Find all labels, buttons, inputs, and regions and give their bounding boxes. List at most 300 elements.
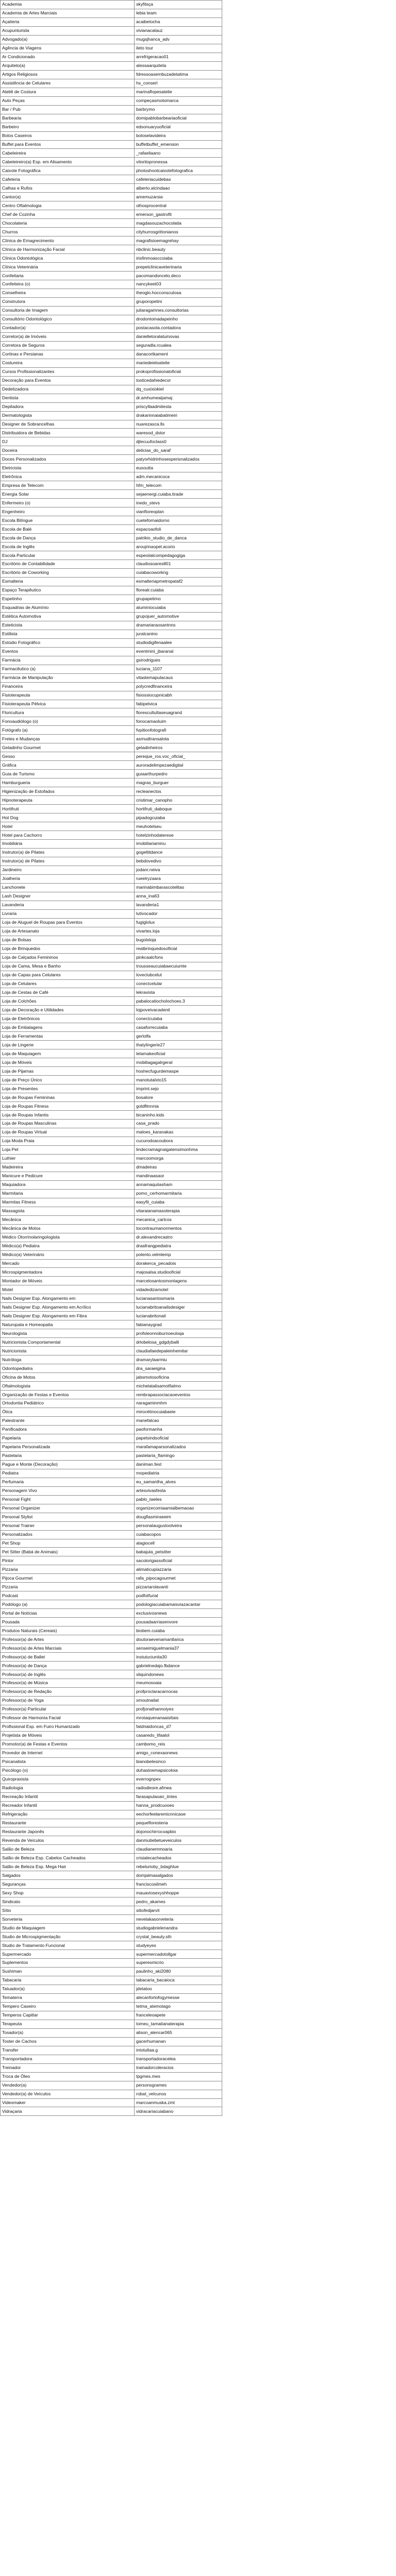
handle-cell[interactable]: bianobelesinco [135, 1757, 222, 1766]
handle-cell[interactable]: thatylingerie27 [135, 1041, 222, 1049]
handle-cell[interactable]: radiodiesre.afmea [135, 1784, 222, 1792]
category-cell[interactable]: Fisioterapeuta Pélvica [1, 700, 135, 708]
category-cell[interactable]: Pijoca Gourmet [1, 1574, 135, 1583]
category-cell[interactable]: Loja de Brinquedos [1, 944, 135, 953]
category-cell[interactable]: Clínica de Harmonização Facial [1, 245, 135, 254]
handle-cell[interactable]: jdetatoo [135, 1985, 222, 1993]
category-cell[interactable]: Estilista [1, 630, 135, 638]
category-cell[interactable]: Loja de Decoração e Utilidades [1, 1006, 135, 1014]
category-cell[interactable]: Escola Particular [1, 551, 135, 560]
category-cell[interactable]: Supermercado [1, 1950, 135, 1959]
category-cell[interactable]: Hotel [1, 822, 135, 831]
handle-cell[interactable]: espacoaofoli [135, 525, 222, 534]
handle-cell[interactable]: eusoutta [135, 464, 222, 472]
category-cell[interactable]: Professor(a) de Música [1, 1679, 135, 1688]
category-cell[interactable]: Portal de Notícias [1, 1609, 135, 1618]
handle-cell[interactable]: claudiafaedepaleinhemitar [135, 1347, 222, 1355]
handle-cell[interactable]: farasapulaoan_iintes [135, 1792, 222, 1801]
category-cell[interactable]: Cafeteria [1, 175, 135, 184]
handle-cell[interactable]: cityhurrosgrittonianos [135, 228, 222, 236]
handle-cell[interactable]: podologiacuiabamaisviazacantar [135, 1600, 222, 1609]
handle-cell[interactable]: dq_cuxixiokiel [135, 385, 222, 394]
handle-cell[interactable]: marcoomorga [135, 1154, 222, 1163]
handle-cell[interactable]: prokoprofissionaloficial [135, 367, 222, 376]
category-cell[interactable]: Provedor de Internet [1, 1749, 135, 1757]
category-cell[interactable]: Pet Sitter (Babá de Animais) [1, 1548, 135, 1556]
category-cell[interactable]: Terapeuta [1, 2020, 135, 2028]
handle-cell[interactable]: guiaarthurpedro [135, 770, 222, 778]
handle-cell[interactable]: lebia team [135, 9, 222, 18]
handle-cell[interactable]: artesvivasfesta [135, 1486, 222, 1495]
handle-cell[interactable]: delicias_do_saraf [135, 446, 222, 455]
handle-cell[interactable]: nancykeet03 [135, 280, 222, 289]
handle-cell[interactable]: personsgrames [135, 2081, 222, 2090]
category-cell[interactable]: Dentista [1, 394, 135, 402]
handle-cell[interactable]: nuarezasca.lls [135, 420, 222, 429]
category-cell[interactable]: Consultoria de Imagem [1, 306, 135, 315]
category-cell[interactable]: Hamburgueria [1, 778, 135, 787]
handle-cell[interactable]: dr.alexandrecastro [135, 1233, 222, 1242]
category-cell[interactable]: Ortodontia Pediátrico [1, 1399, 135, 1408]
handle-cell[interactable]: vitastemapulacaus [135, 673, 222, 682]
handle-cell[interactable]: postacasola.contadora [135, 324, 222, 332]
category-cell[interactable]: Pintor [1, 1556, 135, 1565]
handle-cell[interactable]: trousseaucuiabaecuiumte [135, 962, 222, 971]
handle-cell[interactable]: waresod_dstor [135, 429, 222, 437]
category-cell[interactable]: Marmitaria [1, 1189, 135, 1198]
handle-cell[interactable]: olhosprocentral [135, 201, 222, 210]
category-cell[interactable]: Mercado [1, 1259, 135, 1268]
category-cell[interactable]: Imobiliária [1, 840, 135, 849]
category-cell[interactable]: Escritório de Coworking [1, 568, 135, 577]
category-cell[interactable]: Personal Organizer [1, 1504, 135, 1513]
category-cell[interactable]: Higienização de Estofados [1, 787, 135, 796]
category-cell[interactable]: Madeireira [1, 1163, 135, 1172]
category-cell[interactable]: Nails Designer Esp. Alongamento em Acrílico [1, 1303, 135, 1312]
handle-cell[interactable]: vitoritopronessa [135, 158, 222, 166]
handle-cell[interactable]: gabrielnedajo.fbdance [135, 1662, 222, 1670]
category-cell[interactable]: Construtora [1, 297, 135, 306]
handle-cell[interactable]: amigo_conexaonews [135, 1749, 222, 1757]
category-cell[interactable]: Massagista [1, 1207, 135, 1215]
category-cell[interactable]: Estúdio Fotográfico [1, 638, 135, 647]
handle-cell[interactable]: vitaraianamasoterapia [135, 1207, 222, 1215]
handle-cell[interactable]: mopediatria [135, 1469, 222, 1478]
category-cell[interactable]: Professor(a) de Ballet [1, 1653, 135, 1662]
category-cell[interactable]: Sushiman [1, 1967, 135, 1976]
handle-cell[interactable]: pacomandoncelo.deco [135, 272, 222, 280]
category-cell[interactable]: Espetinho [1, 595, 135, 603]
handle-cell[interactable]: mariedeieloatelie [135, 359, 222, 367]
category-cell[interactable]: Loja de Eletrônicos [1, 1014, 135, 1023]
handle-cell[interactable]: barbrymo [135, 105, 222, 114]
handle-cell[interactable]: domipablobarbeariaoficial [135, 114, 222, 123]
handle-cell[interactable]: adm.mecanicoca [135, 472, 222, 481]
category-cell[interactable]: Transportadora [1, 2055, 135, 2063]
handle-cell[interactable]: tetma_atemotago [135, 2002, 222, 2011]
category-cell[interactable]: Loja de Artesanato [1, 927, 135, 936]
handle-cell[interactable]: michelatalisamotfialmo [135, 1382, 222, 1391]
handle-cell[interactable]: lojpoveivacadenil [135, 1006, 222, 1014]
category-cell[interactable]: Fotógrafo (a) [1, 726, 135, 735]
handle-cell[interactable]: espeoiialcompedagogiga [135, 551, 222, 560]
handle-cell[interactable]: papelsindsoficial [135, 1434, 222, 1443]
category-cell[interactable]: Treinador [1, 2063, 135, 2072]
category-cell[interactable]: Médico Otorrinolaringologista [1, 1233, 135, 1242]
category-cell[interactable]: Professor(a) de Inglês [1, 1670, 135, 1679]
handle-cell[interactable]: franciscosilmeh [135, 1880, 222, 1889]
category-cell[interactable]: Jardineiro [1, 866, 135, 874]
category-cell[interactable]: Motel [1, 1285, 135, 1294]
category-cell[interactable]: Personal Trainer [1, 1521, 135, 1530]
category-cell[interactable]: Loja de Lingerie [1, 1041, 135, 1049]
category-cell[interactable]: Loja de Ferramentas [1, 1032, 135, 1041]
handle-cell[interactable]: jodanr.neiva [135, 866, 222, 874]
handle-cell[interactable]: reatbrinquedosoficial [135, 944, 222, 953]
handle-cell[interactable]: magrafisioemagrehay [135, 236, 222, 245]
category-cell[interactable]: Profissional Esp. em Fuiro Humanizado [1, 1722, 135, 1731]
category-cell[interactable]: Geladinho Gourmet [1, 743, 135, 752]
category-cell[interactable]: Ótica [1, 1408, 135, 1416]
category-cell[interactable]: Escola de Dança [1, 534, 135, 543]
category-cell[interactable]: Loja de Pijamas [1, 1067, 135, 1076]
category-cell[interactable]: Clínica Veterinária [1, 263, 135, 272]
handle-cell[interactable]: mrotaquenanaaisttais [135, 1714, 222, 1722]
handle-cell[interactable]: vidracariacuiabano [135, 2107, 222, 2116]
category-cell[interactable]: Escritório de Contabilidade [1, 560, 135, 569]
category-cell[interactable]: Professor(a) de Yoga [1, 1696, 135, 1705]
handle-cell[interactable]: fugiglolux [135, 918, 222, 927]
category-cell[interactable]: Pizzaria [1, 1583, 135, 1591]
handle-cell[interactable]: vianftoreoplan [135, 507, 222, 516]
handle-cell[interactable]: cristimar_canopho [135, 796, 222, 805]
handle-cell[interactable]: fisiossiocupnicabh [135, 691, 222, 700]
handle-cell[interactable]: alessaarquiteta [135, 61, 222, 70]
category-cell[interactable]: Confeitaria [1, 272, 135, 280]
handle-cell[interactable]: seguradla.rcualea [135, 341, 222, 350]
handle-cell[interactable]: eventmini_jbaranal [135, 647, 222, 656]
handle-cell[interactable]: marinabimbarascotelitas [135, 883, 222, 892]
category-cell[interactable]: Cabeleireiro(a) Esp. em Alisamento [1, 158, 135, 166]
handle-cell[interactable]: majosalsa.studiooficial [135, 1268, 222, 1277]
category-cell[interactable]: Montador de Móveis [1, 1277, 135, 1285]
handle-cell[interactable]: pomo_cerhomarmitaria [135, 1189, 222, 1198]
category-cell[interactable]: Salão de Beleza Esp. Mega Hair [1, 1862, 135, 1871]
handle-cell[interactable]: tosticedahiedecor [135, 376, 222, 385]
handle-cell[interactable]: marcelosantosmontagens [135, 1277, 222, 1285]
category-cell[interactable]: Loja de Cestas de Café [1, 988, 135, 997]
category-cell[interactable]: Estética Automotiva [1, 612, 135, 621]
handle-cell[interactable]: vivianacalauz [135, 26, 222, 35]
category-cell[interactable]: Produtos Naturais (Cereais) [1, 1626, 135, 1635]
category-cell[interactable]: Loja de Bolsas [1, 936, 135, 944]
category-cell[interactable]: Churros [1, 228, 135, 236]
handle-cell[interactable]: pablo_iweles [135, 1495, 222, 1504]
category-cell[interactable]: Radiologia [1, 1784, 135, 1792]
handle-cell[interactable]: exclusivosnews [135, 1609, 222, 1618]
category-cell[interactable]: Clínica Odontológica [1, 254, 135, 263]
category-cell[interactable]: Clínica de Emagrecimento [1, 236, 135, 245]
category-cell[interactable]: Mecânica [1, 1215, 135, 1224]
handle-cell[interactable]: superesmicrio [135, 1959, 222, 1968]
category-cell[interactable]: Barbeiro [1, 123, 135, 131]
category-cell[interactable]: Depiladora [1, 402, 135, 411]
handle-cell[interactable]: mirocétinocuiabaeie [135, 1408, 222, 1416]
handle-cell[interactable]: prepetclinicaveterinaria [135, 263, 222, 272]
handle-cell[interactable]: danmutiebetueveiculos [135, 1836, 222, 1845]
handle-cell[interactable]: polycredfinanceira [135, 682, 222, 691]
category-cell[interactable]: Artigos Religiosos [1, 70, 135, 79]
handle-cell[interactable]: amemuzarsia [135, 193, 222, 201]
handle-cell[interactable]: lavanderia1 [135, 901, 222, 909]
handle-cell[interactable]: duhastoemapsicoloia [135, 1766, 222, 1775]
handle-cell[interactable]: dramariaraosantnns [135, 621, 222, 630]
category-cell[interactable]: Microspigmentadora [1, 1268, 135, 1277]
handle-cell[interactable]: nbclinic.beauty [135, 245, 222, 254]
handle-cell[interactable]: pabalocatiocholochoes.3 [135, 997, 222, 1006]
category-cell[interactable]: Caixote Fotográfica [1, 166, 135, 175]
handle-cell[interactable]: easyfit_cuiaba [135, 1198, 222, 1207]
handle-cell[interactable]: mugsjhanca_adv [135, 35, 222, 44]
category-cell[interactable]: Perfumaria [1, 1478, 135, 1486]
category-cell[interactable]: Escola de Inglês [1, 543, 135, 551]
handle-cell[interactable]: jabsmotosoficina [135, 1373, 222, 1382]
handle-cell[interactable]: crystal_beauty.sth [135, 1933, 222, 1941]
category-cell[interactable]: Vendedor(a) de Veículos [1, 2090, 135, 2098]
handle-cell[interactable]: paoformanha [135, 1425, 222, 1434]
category-cell[interactable]: Loja de Móveis [1, 1058, 135, 1067]
handle-cell[interactable]: eu_samantha_alves [135, 1478, 222, 1486]
handle-cell[interactable]: naragaminmhm [135, 1399, 222, 1408]
handle-cell[interactable]: mecanica_carlcos [135, 1215, 222, 1224]
category-cell[interactable]: Pague e Monte (Decoração) [1, 1460, 135, 1469]
handle-cell[interactable]: maloes_karanakas [135, 1128, 222, 1137]
category-cell[interactable]: Consultório Odontológico [1, 315, 135, 324]
category-cell[interactable]: Salgados [1, 1871, 135, 1880]
handle-cell[interactable]: daniman.fest [135, 1460, 222, 1469]
category-cell[interactable]: Professor(a) de Dança [1, 1662, 135, 1670]
handle-cell[interactable]: fonocamaoluim [135, 717, 222, 726]
category-cell[interactable]: Acupunturista [1, 26, 135, 35]
handle-cell[interactable]: bosalore [135, 1093, 222, 1102]
handle-cell[interactable]: sliquindonews [135, 1670, 222, 1679]
handle-cell[interactable]: imprint.sejo [135, 1084, 222, 1093]
category-cell[interactable]: Podólogo (a) [1, 1600, 135, 1609]
category-cell[interactable]: Tatuador(a) [1, 1985, 135, 1993]
handle-cell[interactable]: smoutnailat [135, 1696, 222, 1705]
handle-cell[interactable]: supermercadotollgar [135, 1950, 222, 1959]
category-cell[interactable]: Loja de Preço Único [1, 1076, 135, 1084]
handle-cell[interactable]: lutivocador [135, 909, 222, 918]
category-cell[interactable]: Projetista de Móveis [1, 1731, 135, 1740]
handle-cell[interactable]: marafamaparsonalizados [135, 1443, 222, 1451]
handle-cell[interactable]: meumosoaia [135, 1679, 222, 1688]
handle-cell[interactable]: bebdovedivo [135, 857, 222, 866]
handle-cell[interactable]: rembrapassociacaoeventos [135, 1391, 222, 1399]
category-cell[interactable]: Assistência de Celulares [1, 79, 135, 88]
handle-cell[interactable]: dojonochirrocoapbio [135, 1827, 222, 1836]
category-cell[interactable]: Psicanalista [1, 1757, 135, 1766]
category-cell[interactable]: Academia de Artes Marciais [1, 9, 135, 18]
handle-cell[interactable]: sitiofedjarvit [135, 1906, 222, 1915]
category-cell[interactable]: Loja de Colchões [1, 997, 135, 1006]
handle-cell[interactable]: hfm_telecom [135, 481, 222, 490]
category-cell[interactable]: Toster de Cachos [1, 2037, 135, 2046]
category-cell[interactable]: Eletricista [1, 464, 135, 472]
category-cell[interactable]: Escola de Balé [1, 525, 135, 534]
category-cell[interactable]: Sorveteria [1, 1915, 135, 1924]
handle-cell[interactable]: _rafaeliaano [135, 149, 222, 158]
handle-cell[interactable]: bicaninho.kids [135, 1111, 222, 1120]
category-cell[interactable]: Studio de Maquiagem [1, 1924, 135, 1933]
handle-cell[interactable]: auroradelimpezaedigital [135, 761, 222, 770]
handle-cell[interactable]: pousadaarriasenvore [135, 1618, 222, 1626]
category-cell[interactable]: Açaiteria [1, 18, 135, 26]
handle-cell[interactable]: alagiocell [135, 1539, 222, 1548]
handle-cell[interactable]: gogeltitdance [135, 848, 222, 857]
handle-cell[interactable]: studyeyes [135, 1941, 222, 1950]
handle-cell[interactable]: manefalcao [135, 1416, 222, 1425]
category-cell[interactable]: Recreador Infantil [1, 1801, 135, 1810]
category-cell[interactable]: Sexy Shop [1, 1889, 135, 1897]
handle-cell[interactable]: photoshootcaixotefotografica [135, 166, 222, 175]
handle-cell[interactable]: imobiliariaminu [135, 840, 222, 849]
category-cell[interactable]: Chef de Cozinha [1, 210, 135, 219]
handle-cell[interactable]: alison_alencar065 [135, 2028, 222, 2037]
category-cell[interactable]: Financeira [1, 682, 135, 691]
category-cell[interactable]: Professor de Harmonia Facial [1, 1714, 135, 1722]
handle-cell[interactable]: manotutalxto15 [135, 1076, 222, 1084]
handle-cell[interactable]: pinkcaalcfons [135, 953, 222, 962]
handle-cell[interactable]: studiodigifenaalee [135, 638, 222, 647]
category-cell[interactable]: Energia Solar [1, 490, 135, 499]
handle-cell[interactable]: florealr.cuiaba [135, 586, 222, 595]
handle-cell[interactable]: biotiem.cuiaba [135, 1626, 222, 1635]
category-cell[interactable]: Sindicato [1, 1897, 135, 1906]
handle-cell[interactable]: anna_ina63 [135, 892, 222, 901]
category-cell[interactable]: Tosador(a) [1, 2028, 135, 2037]
category-cell[interactable]: Loja de Roupas Infantis [1, 1111, 135, 1120]
category-cell[interactable]: Nutricionista [1, 1347, 135, 1355]
category-cell[interactable]: Personal Stylist [1, 1513, 135, 1521]
category-cell[interactable]: Lavanderia [1, 901, 135, 909]
category-cell[interactable]: Odontopediatra [1, 1364, 135, 1373]
handle-cell[interactable]: emerson_gastrofit [135, 210, 222, 219]
handle-cell[interactable]: casaforrecuiaba [135, 1023, 222, 1032]
handle-cell[interactable]: skyfitsça [135, 1, 222, 9]
handle-cell[interactable]: meuhotelseu [135, 822, 222, 831]
handle-cell[interactable]: conectcuiaba [135, 1014, 222, 1023]
handle-cell[interactable]: conectcelular [135, 979, 222, 988]
category-cell[interactable]: Tempero Caseiro [1, 2002, 135, 2011]
category-cell[interactable]: Hot Dog [1, 814, 135, 822]
category-cell[interactable]: Salão de Beleza [1, 1845, 135, 1854]
handle-cell[interactable]: hotelzinhodaterese [135, 831, 222, 840]
category-cell[interactable]: Cursos Profissionalizantes [1, 367, 135, 376]
category-cell[interactable]: Instrutor(a) de Pilates [1, 857, 135, 866]
category-cell[interactable]: Loja de Roupas Virtual [1, 1128, 135, 1137]
category-cell[interactable]: Farmácia de Manipulação [1, 673, 135, 682]
category-cell[interactable]: Salão de Beleza Esp. Cabelos Cacheados [1, 1854, 135, 1862]
handle-cell[interactable]: lindecramagnaigatensimonhma [135, 1145, 222, 1154]
category-cell[interactable]: Vendedor(a) [1, 2081, 135, 2090]
handle-cell[interactable]: bugolsloja [135, 936, 222, 944]
handle-cell[interactable]: florescultultaseuagrand [135, 708, 222, 717]
handle-cell[interactable]: senseimiguelmania37 [135, 1644, 222, 1653]
category-cell[interactable]: Professor(a) de Artes [1, 1635, 135, 1644]
handle-cell[interactable]: dr.amhumeaijamaj [135, 394, 222, 402]
handle-cell[interactable]: alecanfortofogymesse [135, 1993, 222, 2002]
category-cell[interactable]: Escola Bilíngue [1, 516, 135, 525]
category-cell[interactable]: Academia [1, 1, 135, 9]
handle-cell[interactable]: drakarinnaiabatimeiri [135, 411, 222, 420]
handle-cell[interactable]: hortifruti_daboque [135, 805, 222, 814]
category-cell[interactable]: Promotor(a) de Festas e Eventos [1, 1740, 135, 1749]
handle-cell[interactable]: pedro_akames [135, 1897, 222, 1906]
category-cell[interactable]: Esmalteria [1, 577, 135, 586]
category-cell[interactable]: Dermatologista [1, 411, 135, 420]
handle-cell[interactable]: cuiabacopos [135, 1530, 222, 1539]
category-cell[interactable]: Corretora de Seguros [1, 341, 135, 350]
handle-cell[interactable]: crisialecacheados [135, 1854, 222, 1862]
handle-cell[interactable]: franceleoapete [135, 2011, 222, 2020]
handle-cell[interactable]: pizzariarolavanti [135, 1583, 222, 1591]
category-cell[interactable]: Personalizados [1, 1530, 135, 1539]
category-cell[interactable]: Gesso [1, 752, 135, 761]
category-cell[interactable]: Ar Condicionado [1, 53, 135, 61]
category-cell[interactable]: Enfermeiro (o) [1, 499, 135, 507]
handle-cell[interactable]: profproclaracarnocas [135, 1687, 222, 1696]
category-cell[interactable]: Papelaria Personalizada [1, 1443, 135, 1451]
category-cell[interactable]: Centro Oftalmologia [1, 201, 135, 210]
category-cell[interactable]: Instrutor(a) de Pilates [1, 848, 135, 857]
handle-cell[interactable]: danielletoralatumovas [135, 332, 222, 341]
handle-cell[interactable]: profsleonnoburnoeuloqa [135, 1329, 222, 1338]
category-cell[interactable]: Cantor(a) [1, 193, 135, 201]
handle-cell[interactable]: mauaviosexyshhoppe [135, 1889, 222, 1897]
category-cell[interactable]: Oficina de Motos [1, 1373, 135, 1382]
category-cell[interactable]: Gráfica [1, 761, 135, 770]
handle-cell[interactable]: doutoraevenamantlarica [135, 1635, 222, 1644]
handle-cell[interactable]: djlecuufoclass0 [135, 437, 222, 446]
handle-cell[interactable]: alimaticupiazzaria [135, 1565, 222, 1574]
category-cell[interactable]: Lanchonete [1, 883, 135, 892]
category-cell[interactable]: Confeiteira (o) [1, 280, 135, 289]
handle-cell[interactable]: dra_saraeigina [135, 1364, 222, 1373]
handle-cell[interactable]: vidadedizamotel [135, 1285, 222, 1294]
handle-cell[interactable]: fatdriaidoncas_d7 [135, 1722, 222, 1731]
category-cell[interactable]: Calhas e Rufos [1, 184, 135, 193]
handle-cell[interactable]: tomeu_tamatianaterapia [135, 2020, 222, 2028]
handle-cell[interactable]: dramarylaarmiu [135, 1355, 222, 1364]
handle-cell[interactable]: rueelryzaara [135, 874, 222, 883]
handle-cell[interactable]: tpgmes.mes [135, 2072, 222, 2081]
handle-cell[interactable]: asmudtransalota [135, 735, 222, 743]
handle-cell[interactable]: intotultaa.g [135, 2046, 222, 2055]
category-cell[interactable]: Buffet para Eventos [1, 140, 135, 149]
category-cell[interactable]: Marmitas Fitness [1, 1198, 135, 1207]
category-cell[interactable]: Studio de Microspigmentação [1, 1933, 135, 1941]
category-cell[interactable]: Pastelaria [1, 1451, 135, 1460]
category-cell[interactable]: Loja de Roupas Fitness [1, 1102, 135, 1111]
category-cell[interactable]: Corretor(a) de Imóveis [1, 332, 135, 341]
category-cell[interactable]: Neurologista [1, 1329, 135, 1338]
category-cell[interactable]: Restaurante Japonês [1, 1827, 135, 1836]
category-cell[interactable]: Hotel para Cachorro [1, 831, 135, 840]
category-cell[interactable]: Luthier [1, 1154, 135, 1163]
category-cell[interactable]: Temperos Capitlar [1, 2011, 135, 2020]
handle-cell[interactable]: edsonuaryuoficial [135, 123, 222, 131]
